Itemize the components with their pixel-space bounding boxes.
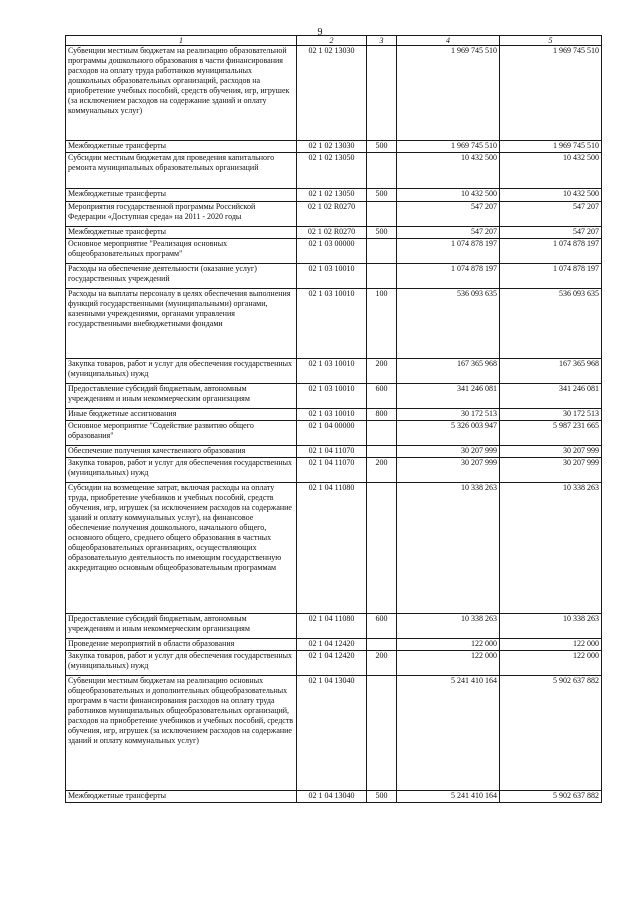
row-amount-year-2: 122 000 <box>500 651 602 676</box>
row-code: 02 1 03 10010 <box>297 409 367 421</box>
row-description: Иные бюджетные ассигнования <box>66 409 297 421</box>
row-code: 02 1 03 00000 <box>297 239 367 264</box>
row-expense-type <box>367 202 397 227</box>
table-row <box>66 639 602 651</box>
table-row <box>66 483 602 614</box>
table-row <box>66 153 602 189</box>
row-description: Субсидии местным бюджетам для проведения капитального ремонта муниципальных образовательных организаций <box>66 153 297 189</box>
table-row <box>66 421 602 446</box>
row-amount-year-2: 1 074 878 197 <box>500 239 602 264</box>
row-description: Субвенции местным бюджетам на реализацию образовательной программы дошкольного образования в части финансирования расходов на оплату труда работников муниципальных дошкольных образовательных организаций, расходов на приобретение учебных пособий, средств обучения, игр, игрушек (за исключением расходов на содержание зданий и оплату коммунальных услуг) <box>66 46 297 141</box>
row-amount-year-2: 10 338 263 <box>500 483 602 614</box>
row-amount-year-1: 122 000 <box>397 639 500 651</box>
row-description: Проведение мероприятий в области образования <box>66 639 297 651</box>
column-header-1: 1 <box>66 36 297 46</box>
row-expense-type: 600 <box>367 614 397 639</box>
table-row <box>66 409 602 421</box>
row-expense-type: 200 <box>367 359 397 384</box>
row-description: Мероприятия государственной программы Российской Федерации «Доступная среда» на 2011 - 2020 годы <box>66 202 297 227</box>
row-description: Расходы на выплаты персоналу в целях обеспечения выполнения функций государственными (муниципальными) органами, казенными учреждениями, органами управления государственными внебюджетными фондами <box>66 289 297 359</box>
table-row <box>66 141 602 153</box>
row-description: Межбюджетные трансферты <box>66 189 297 202</box>
row-amount-year-2: 536 093 635 <box>500 289 602 359</box>
row-description: Расходы на обеспечение деятельности (оказание услуг) государственных учреждений <box>66 264 297 289</box>
table-row <box>66 676 602 791</box>
row-amount-year-1: 1 969 745 510 <box>397 141 500 153</box>
table-row <box>66 791 602 803</box>
budget-table <box>65 35 602 803</box>
row-amount-year-1: 167 365 968 <box>397 359 500 384</box>
row-code: 02 1 03 10010 <box>297 359 367 384</box>
row-expense-type: 500 <box>367 189 397 202</box>
row-code: 02 1 04 11070 <box>297 458 367 483</box>
row-expense-type <box>367 421 397 446</box>
row-amount-year-1: 10 338 263 <box>397 614 500 639</box>
column-header-3: 3 <box>367 36 397 46</box>
row-description: Межбюджетные трансферты <box>66 141 297 153</box>
row-amount-year-1: 5 326 003 947 <box>397 421 500 446</box>
row-expense-type <box>367 639 397 651</box>
row-amount-year-1: 122 000 <box>397 651 500 676</box>
table-row <box>66 202 602 227</box>
table-row <box>66 446 602 458</box>
row-amount-year-2: 122 000 <box>500 639 602 651</box>
row-code: 02 1 03 10010 <box>297 289 367 359</box>
row-amount-year-2: 341 246 081 <box>500 384 602 409</box>
row-code: 02 1 02 13050 <box>297 189 367 202</box>
row-expense-type <box>367 483 397 614</box>
row-amount-year-1: 10 338 263 <box>397 483 500 614</box>
table-row <box>66 289 602 359</box>
row-code: 02 1 04 13040 <box>297 676 367 791</box>
row-code: 02 1 04 13040 <box>297 791 367 803</box>
row-amount-year-1: 5 241 410 164 <box>397 791 500 803</box>
row-code: 02 1 04 11070 <box>297 446 367 458</box>
row-expense-type <box>367 446 397 458</box>
table-row <box>66 614 602 639</box>
row-amount-year-1: 30 172 513 <box>397 409 500 421</box>
row-description: Предоставление субсидий бюджетным, автономным учреждениям и иным некоммерческим организациям <box>66 614 297 639</box>
page-number: 9 <box>317 27 323 38</box>
row-expense-type: 500 <box>367 141 397 153</box>
row-expense-type <box>367 264 397 289</box>
row-amount-year-1: 536 093 635 <box>397 289 500 359</box>
table-row <box>66 46 602 141</box>
row-code: 02 1 02 R0270 <box>297 227 367 239</box>
header-row <box>66 36 602 46</box>
row-expense-type <box>367 153 397 189</box>
row-code: 02 1 04 12420 <box>297 651 367 676</box>
table-row <box>66 239 602 264</box>
table-row <box>66 227 602 239</box>
row-expense-type: 200 <box>367 651 397 676</box>
row-amount-year-2: 10 432 500 <box>500 153 602 189</box>
row-code: 02 1 04 00000 <box>297 421 367 446</box>
table-row <box>66 189 602 202</box>
column-header-4: 4 <box>397 36 500 46</box>
row-code: 02 1 02 13030 <box>297 141 367 153</box>
column-header-5: 5 <box>500 36 602 46</box>
row-description: Основное мероприятие "Реализация основных общеобразовательных программ" <box>66 239 297 264</box>
row-code: 02 1 03 10010 <box>297 384 367 409</box>
row-expense-type: 500 <box>367 791 397 803</box>
table-row <box>66 359 602 384</box>
row-description: Субсидии на возмещение затрат, включая расходы на оплату труда, приобретение учебников и учебных пособий, средств обучения, игр, игрушек (за исключением расходов на содержание зданий и оплату коммунальных услуг), на финансовое обеспечение получения дошкольного, начального общего, основного общего, среднего общего образования в частных общеобразовательных организациях, осуществляющих образовательную деятельность по имеющим государственную аккредитацию основным общеобразовательным программам <box>66 483 297 614</box>
row-amount-year-2: 167 365 968 <box>500 359 602 384</box>
table-row <box>66 651 602 676</box>
row-code: 02 1 04 11080 <box>297 483 367 614</box>
table-row <box>66 264 602 289</box>
row-amount-year-2: 1 969 745 510 <box>500 46 602 141</box>
table-row <box>66 384 602 409</box>
row-description: Закупка товаров, работ и услуг для обеспечения государственных (муниципальных) нужд <box>66 458 297 483</box>
row-amount-year-2: 30 207 999 <box>500 458 602 483</box>
row-expense-type <box>367 239 397 264</box>
row-amount-year-2: 547 207 <box>500 227 602 239</box>
row-amount-year-2: 30 207 999 <box>500 446 602 458</box>
row-amount-year-1: 10 432 500 <box>397 189 500 202</box>
row-code: 02 1 03 10010 <box>297 264 367 289</box>
row-expense-type: 100 <box>367 289 397 359</box>
row-amount-year-1: 30 207 999 <box>397 458 500 483</box>
column-header-2: 2 <box>297 36 367 46</box>
row-amount-year-1: 547 207 <box>397 202 500 227</box>
row-expense-type: 200 <box>367 458 397 483</box>
row-amount-year-2: 5 987 231 665 <box>500 421 602 446</box>
row-code: 02 1 04 11080 <box>297 614 367 639</box>
row-expense-type: 500 <box>367 227 397 239</box>
row-amount-year-1: 1 074 878 197 <box>397 264 500 289</box>
row-amount-year-1: 5 241 410 164 <box>397 676 500 791</box>
row-amount-year-1: 547 207 <box>397 227 500 239</box>
row-expense-type: 600 <box>367 384 397 409</box>
row-code: 02 1 04 12420 <box>297 639 367 651</box>
row-description: Межбюджетные трансферты <box>66 227 297 239</box>
table-row <box>66 458 602 483</box>
row-amount-year-2: 1 074 878 197 <box>500 264 602 289</box>
row-expense-type <box>367 676 397 791</box>
row-expense-type: 800 <box>367 409 397 421</box>
row-amount-year-1: 1 074 878 197 <box>397 239 500 264</box>
row-description: Основное мероприятие "Содействие развитию общего образования" <box>66 421 297 446</box>
row-description: Закупка товаров, работ и услуг для обеспечения государственных (муниципальных) нужд <box>66 359 297 384</box>
row-description: Предоставление субсидий бюджетным, автономным учреждениям и иным некоммерческим организациям <box>66 384 297 409</box>
row-amount-year-1: 30 207 999 <box>397 446 500 458</box>
row-description: Закупка товаров, работ и услуг для обеспечения государственных (муниципальных) нужд <box>66 651 297 676</box>
row-amount-year-1: 1 969 745 510 <box>397 46 500 141</box>
row-amount-year-1: 341 246 081 <box>397 384 500 409</box>
row-amount-year-2: 547 207 <box>500 202 602 227</box>
row-code: 02 1 02 13050 <box>297 153 367 189</box>
row-description: Межбюджетные трансферты <box>66 791 297 803</box>
row-amount-year-2: 5 902 637 882 <box>500 676 602 791</box>
row-code: 02 1 02 R0270 <box>297 202 367 227</box>
row-amount-year-1: 10 432 500 <box>397 153 500 189</box>
row-amount-year-2: 5 902 637 882 <box>500 791 602 803</box>
row-amount-year-2: 10 338 263 <box>500 614 602 639</box>
row-amount-year-2: 10 432 500 <box>500 189 602 202</box>
row-description: Обеспечение получения качественного образования <box>66 446 297 458</box>
row-code: 02 1 02 13030 <box>297 46 367 141</box>
row-expense-type <box>367 46 397 141</box>
row-description: Субвенции местным бюджетам на реализацию основных общеобразовательных и дополнительных общеобразовательных программ в части финансирования расходов на оплату труда работников муниципальных общеобразовательных организаций, расходов на приобретение учебников и учебных пособий, средств обучения, игр, игрушек (за исключением расходов на содержание зданий и оплату коммунальных услуг) <box>66 676 297 791</box>
row-amount-year-2: 30 172 513 <box>500 409 602 421</box>
row-amount-year-2: 1 969 745 510 <box>500 141 602 153</box>
